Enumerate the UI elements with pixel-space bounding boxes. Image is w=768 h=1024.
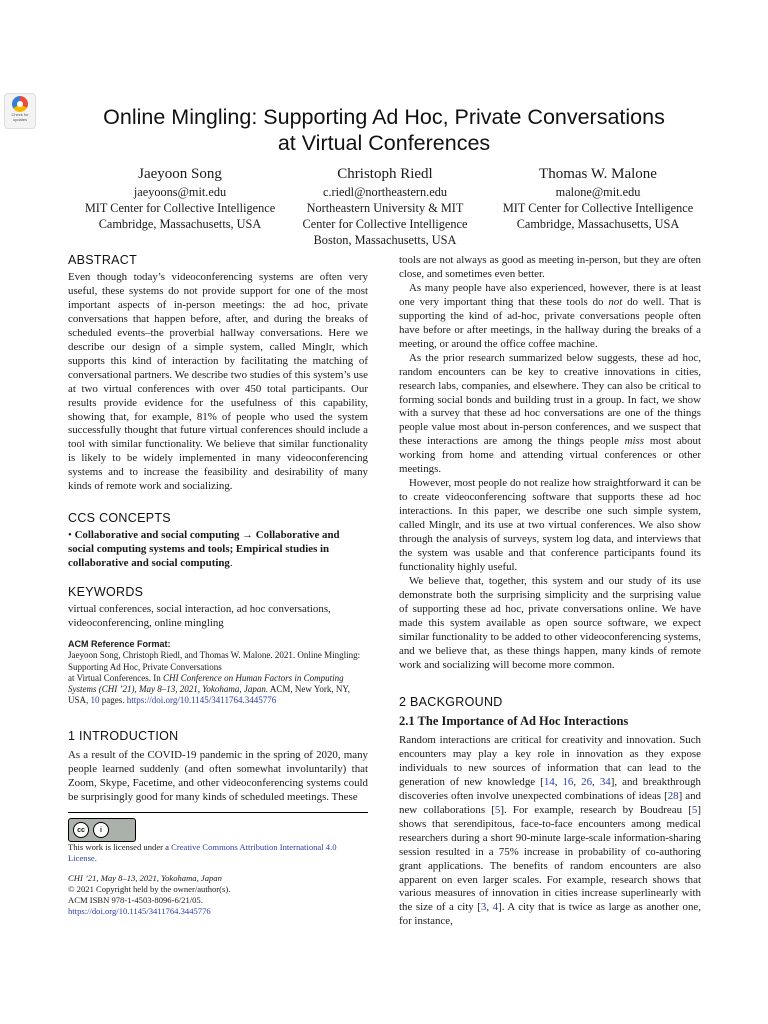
background-heading: 2 BACKGROUND	[399, 695, 503, 709]
author-name: Jaeyoon Song	[138, 166, 222, 182]
citation-link[interactable]: 28	[667, 789, 679, 802]
right-paragraph-1: tools are not always as good as meeting in-person, but they are often close, and sometimes even better.	[399, 254, 701, 280]
author-email: jaeyoons@mit.edu	[133, 185, 227, 199]
badge-label-1: Check for	[11, 112, 29, 117]
cc-icon: cc	[73, 822, 89, 838]
footnote-rule	[68, 812, 368, 813]
bg-text: ]. A city that is twice as large as another one, for instance,	[399, 901, 701, 928]
author-block-3	[486, 164, 710, 232]
citation-link[interactable]: 14	[543, 775, 555, 788]
acm-reference	[68, 639, 368, 707]
author-location: Boston, Massachusetts, USA	[313, 233, 457, 247]
citation-link[interactable]: 5	[494, 803, 501, 816]
license-link[interactable]: Creative Commons Attribution International 4.0 License.	[68, 842, 337, 863]
introduction-heading: 1 INTRODUCTION	[68, 729, 179, 743]
reference-venue: CHI Conference on Human Factors in Computing Systems (CHI ’21), May 8–13, 2021, Yokohama, Japan.	[68, 672, 344, 695]
introduction-text	[68, 749, 368, 805]
keywords-heading: KEYWORDS	[68, 585, 144, 599]
bg-sep: ,	[486, 901, 493, 914]
p3-emphasis: miss	[624, 435, 645, 448]
author-location: Cambridge, Massachusetts, USA	[516, 217, 680, 231]
reference-heading: ACM Reference Format:	[68, 639, 171, 649]
p2-emphasis: not	[608, 295, 623, 308]
bg-sep: ,	[573, 775, 582, 788]
isbn-line: ACM ISBN 978-1-4503-8096-6/21/05.	[68, 895, 203, 905]
p3-text-b: most about working from home and attending virtual conferences or other meetings.	[399, 435, 701, 476]
crossmark-icon	[12, 96, 28, 112]
ccs-arrow: →	[239, 529, 256, 541]
abstract-heading: ABSTRACT	[68, 253, 138, 267]
copyright-line: © 2021 Copyright held by the owner/author(s).	[68, 884, 231, 894]
bg-text: ] shows that serendipitous, face-to-face encounters among medical researchers during a short 90-minute large-scale information-sharing session resulted in a 75% increase in probability of co-authoring grant applications. The benefits of random encounters are also apparent on even larger scales. For example, research shows that various measures of innovation in cities increase superlinearly with the size of a city [	[399, 803, 701, 914]
license-text: This work is licensed under a	[68, 842, 172, 852]
bg-sep: ,	[554, 775, 563, 788]
author-name: Thomas W. Malone	[539, 166, 657, 182]
citation-link[interactable]: 16	[562, 775, 574, 788]
abstract-paragraph: Even though today’s videoconferencing systems are often very useful, these systems do not provide support for one of the most important aspects of in-person meetings: the ad hoc, private conversations that happen before, after, and during the breaks of scheduled events–the proverbial hallway conversations. Here we describe our design of a simple system, called Minglr, which supports this kind of interaction by facilitating the matching of conversational partners. We describe two studies of this system’s use at two virtual conferences with over 450 total participants. Our results provide evidence for the usefulness of this capability, showing that, for example, 81% of people who used the system successfully thought that future virtual conferences should include a tool with similar functionality. We believe that similar functionality is likely to be widely implemented in many videoconferencing systems and to increase the feasibility and desirability of many kinds of remote work and socializing.	[68, 271, 368, 493]
cc-by-license-badge[interactable]	[68, 818, 136, 842]
ccs-concepts	[68, 529, 368, 571]
bg-text: ]. For example, research by Boudreau [	[500, 803, 692, 816]
author-email: malone@mit.edu	[555, 185, 641, 199]
citation-link[interactable]: 5	[691, 803, 698, 816]
p2-text-a: As many people have also experienced, however, there is at least one very important thing that these tools do	[399, 281, 701, 308]
author-affiliation: MIT Center for Collective Intelligence	[84, 201, 276, 215]
reference-pages-link[interactable]: 10	[90, 695, 100, 706]
paper-title	[60, 104, 708, 156]
badge-label-2: updates	[12, 117, 28, 122]
reference-text-4: pages.	[99, 695, 127, 706]
ccs-term-3: Empirical studies in collaborative and social computing	[68, 542, 330, 569]
introduction-continued	[399, 254, 701, 673]
author-affiliation-2: Center for Collective Intelligence	[302, 217, 468, 231]
citation-link[interactable]: 4	[492, 901, 499, 914]
background-paragraph	[399, 734, 701, 929]
abstract-text	[68, 271, 368, 494]
citation-link[interactable]: 26	[581, 775, 593, 788]
title-line-1: Online Mingling: Supporting Ad Hoc, Private Conversations	[103, 105, 665, 129]
reference-text-1: Jaeyoon Song, Christoph Riedl, and Thomas W. Malone. 2021. Online Mingling: Supporting Ad Hoc, Private Conversations	[68, 650, 361, 672]
author-affiliation: MIT Center for Collective Intelligence	[502, 201, 694, 215]
copyright-block	[68, 873, 368, 917]
ccs-separator: ;	[229, 542, 236, 555]
author-block-2	[280, 164, 490, 248]
bg-text: ], and breakthrough discoveries often involve unexpected combinations of ideas [	[399, 775, 701, 802]
bg-sep: ,	[592, 775, 600, 788]
check-for-updates-badge[interactable]	[4, 93, 36, 129]
introduction-paragraph: As a result of the COVID-19 pandemic in the spring of 2020, many people learned suddenly (and often somewhat involuntarily) that Zoom, Skype, Facetime, and other videoconferencing systems could be surprisingly good for many kinds of scheduled meetings. These	[68, 749, 368, 803]
reference-text-3: ACM, New York, NY, USA,	[68, 684, 351, 706]
ccs-term-2: Collaborative and social computing systems and tools	[68, 529, 340, 555]
keywords-text: virtual conferences, social interaction, ad hoc conversations, videoconferencing, online mingling	[68, 603, 331, 629]
right-paragraph-2	[399, 282, 701, 352]
license-note	[68, 842, 348, 864]
ccs-heading: CCS CONCEPTS	[68, 511, 171, 525]
copyright-doi-link[interactable]: https://doi.org/10.1145/3411764.3445776	[68, 906, 211, 916]
bg-text: ] and new collaborations [	[399, 789, 701, 816]
right-paragraph-4: However, most people do not realize how straightforward it can be to create videoconferencing software that supports these ad hoc interactions. In this paper, we describe one such simple system, called Minglr, and its use at two virtual conferences. We also show through the analysis of surveys, system log data, and interviews that the system was usable and that conference participants found its functionality highly useful.	[399, 477, 701, 573]
reference-doi-link[interactable]: https://doi.org/10.1145/3411764.3445776	[126, 695, 277, 706]
author-email: c.riedl@northeastern.edu	[323, 185, 447, 199]
conference-line: CHI ’21, May 8–13, 2021, Yokohama, Japan	[68, 873, 222, 883]
citation-link[interactable]: 34	[599, 775, 611, 788]
title-line-2: at Virtual Conferences	[277, 131, 491, 155]
ccs-bullet: •	[68, 529, 72, 541]
author-block-1	[70, 164, 290, 232]
ccs-term-1: Collaborative and social computing	[74, 529, 240, 541]
bg-text: Random interactions are critical for creativity and innovation. Such encounters may play a key role in innovation as they expose individuals to new sources of information that can lead to the generation of new knowledge [	[399, 734, 701, 788]
citation-link[interactable]: 3	[480, 901, 487, 914]
ccs-end: .	[229, 556, 233, 569]
reference-text-2: at Virtual Conferences. In	[68, 672, 164, 683]
attribution-icon: i	[93, 822, 109, 838]
p3-text-a: As the prior research summarized below suggests, these ad hoc, random encounters can be key to creative innovations in cities, research labs, companies, and elsewhere. They can also be critical to forming social bonds and building trust in a group. In fact, we show with a survey that these ad hoc conversations are one of the things people value most about in-person conferences, and we suspect that these interactions are among the things people	[399, 351, 701, 448]
author-affiliation: Northeastern University & MIT	[306, 201, 464, 215]
subsection-heading: 2.1 The Importance of Ad Hoc Interactions	[399, 714, 629, 728]
author-location: Cambridge, Massachusetts, USA	[98, 217, 262, 231]
p2-text-b: do well. That is supporting the kind of ad-hoc, private conversations people often have before or after meetings, in the hallway during the breaks of a meeting, or around the office coffee machine.	[399, 295, 702, 350]
background-text	[399, 734, 701, 929]
author-name: Christoph Riedl	[337, 166, 433, 182]
right-paragraph-3	[399, 352, 701, 478]
right-paragraph-5: We believe that, together, this system and our study of its use demonstrate both the surprising simplicity and the surprising value of supporting these ad hoc, private conversations online. We have made this system available as open source software, we expect similar functionality to be added to other videoconferencing systems, and we believe that, as these things happen, many kinds of remote work and socializing will become more common.	[399, 574, 701, 671]
